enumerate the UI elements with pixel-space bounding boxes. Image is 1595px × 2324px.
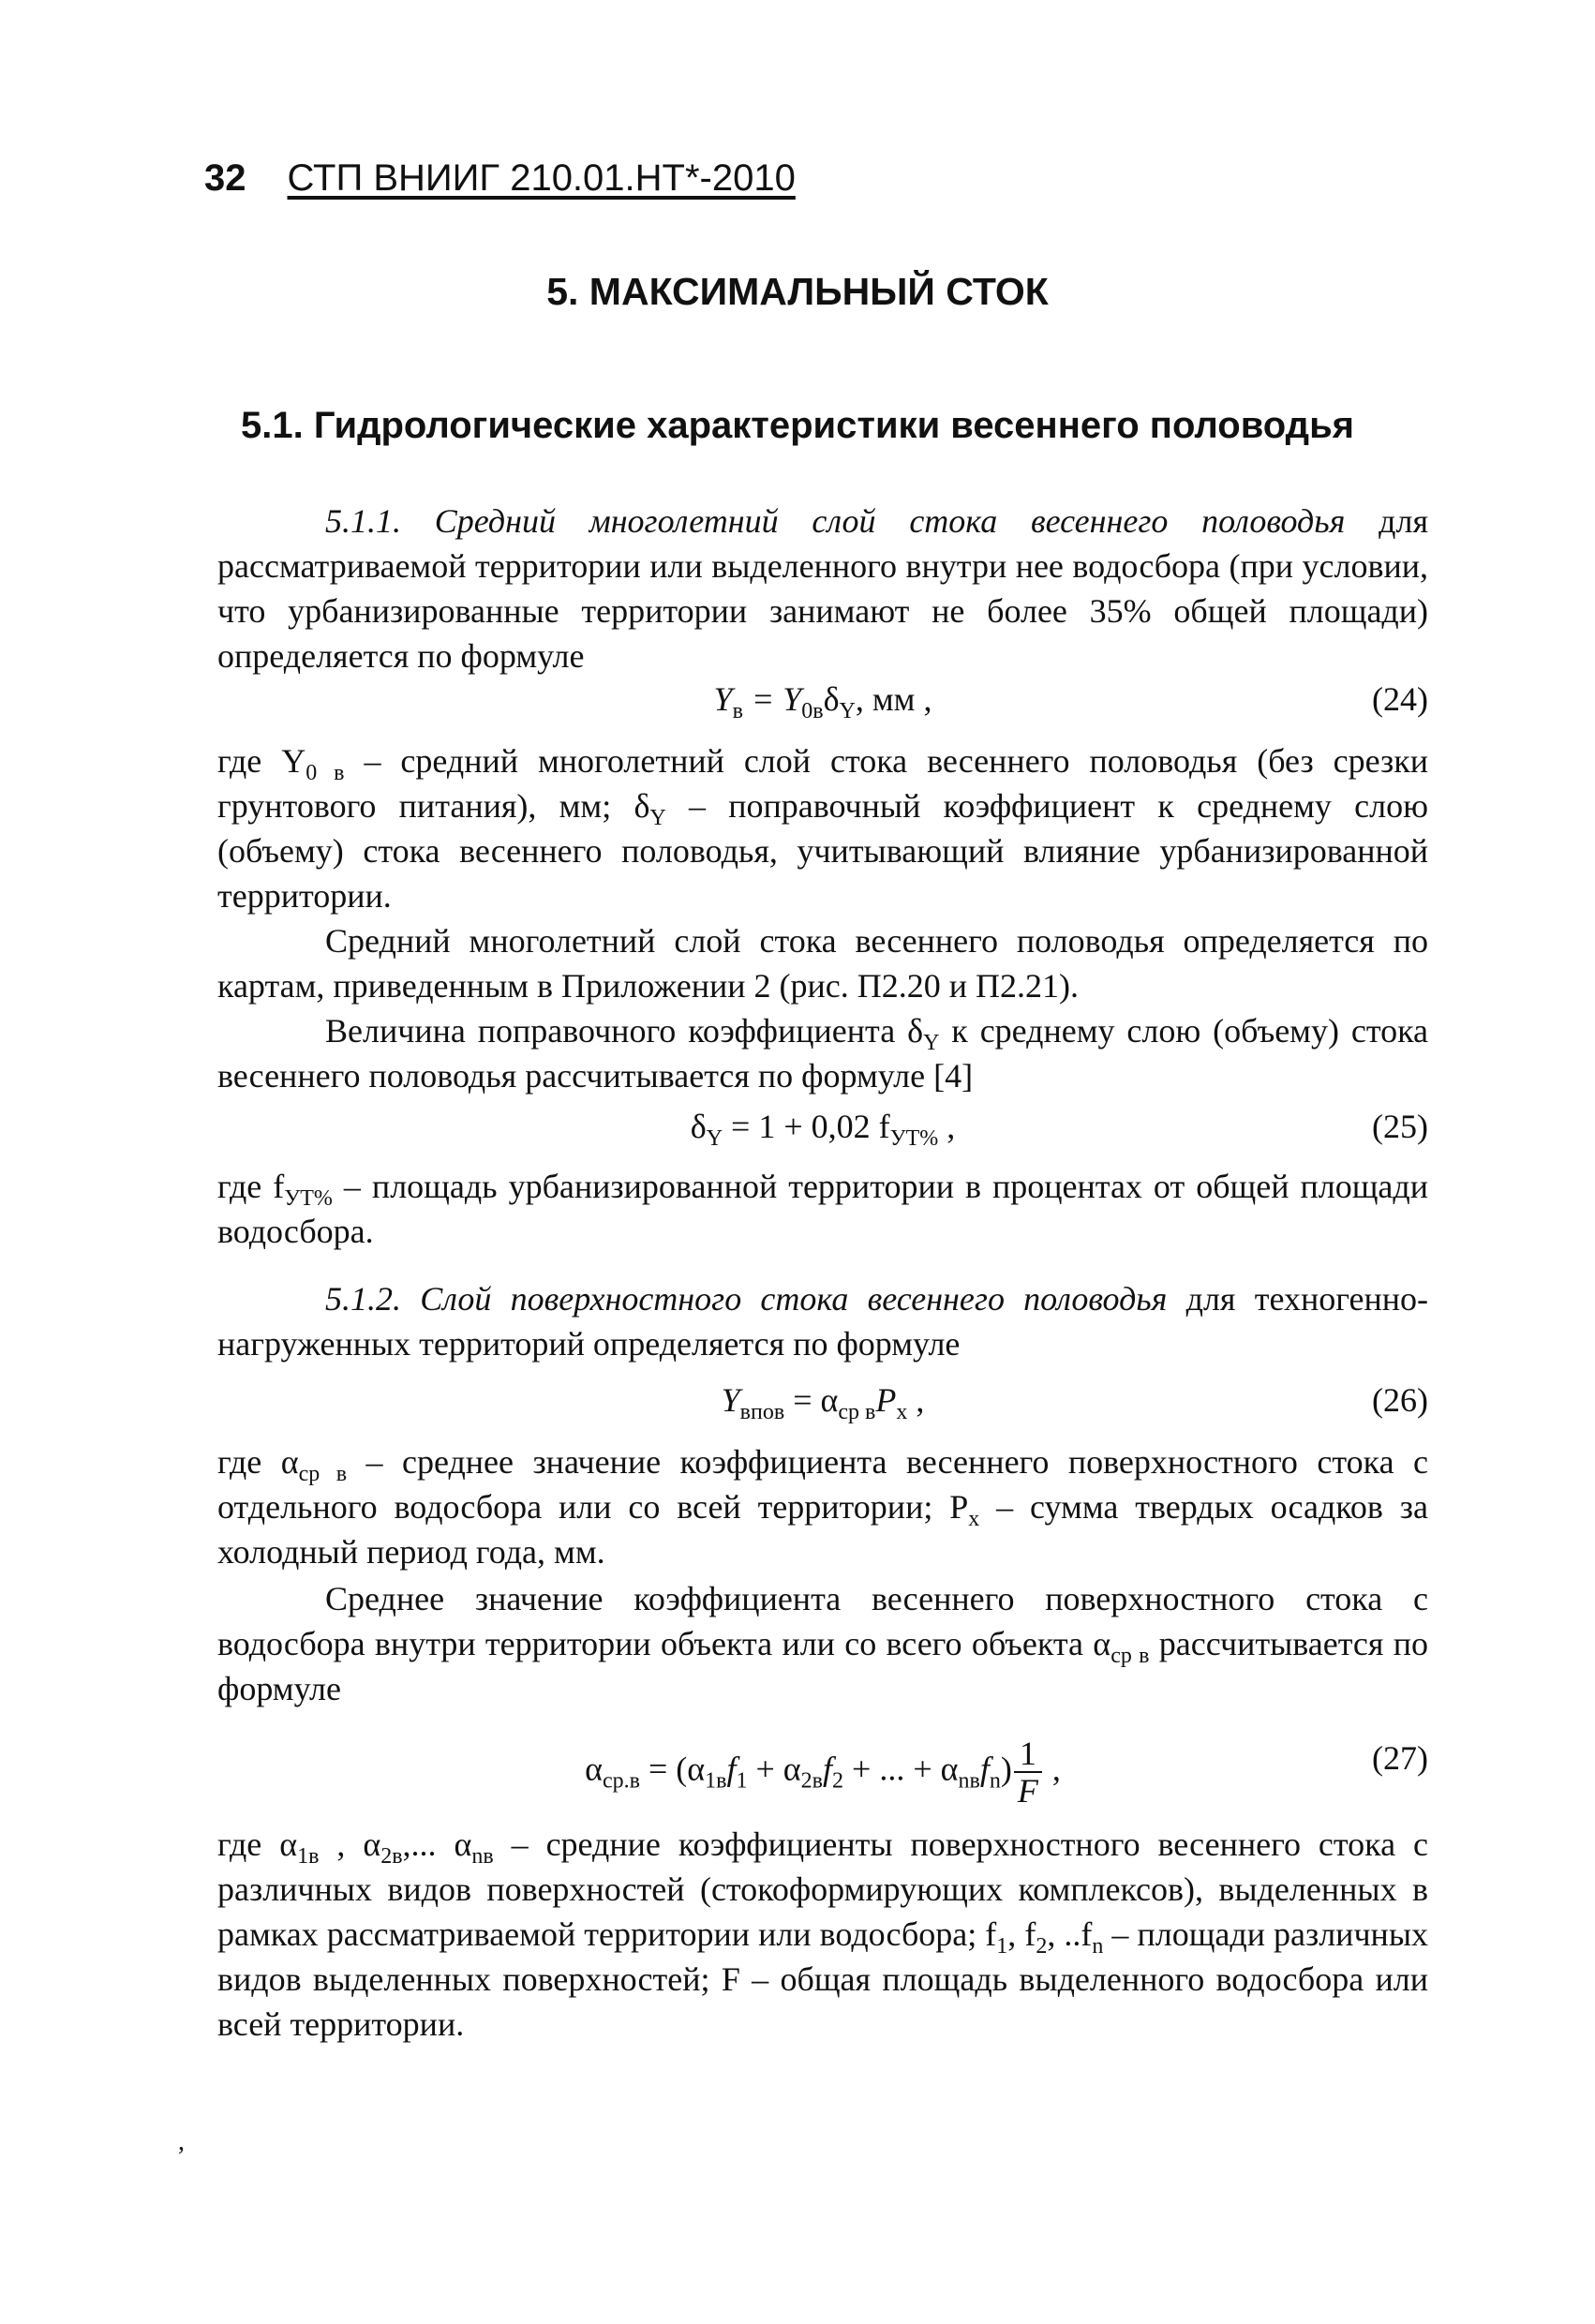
formula-26 (217, 1378, 1428, 1423)
paragraph-average-coefficient: Среднее значение коэффициента весеннего поверхностного стока с водосбора внутри территории объекта или со всего объекта $\alpha_{ср в}$ рассчитывается по формуле (217, 1580, 1429, 1707)
formula-27 (217, 1735, 1428, 1810)
formula-expression: $\delta_Y = 1 + 0,02$ $f_{УТ\%}$ , (690, 1108, 956, 1152)
paragraph-coefficient: Величина поправочного коэффициента $\delta_Y$ к среднему слою (объему) стока весеннего половодья рассчитывается по формуле [4] (217, 1012, 1429, 1095)
paragraph-5-1-2 (217, 1276, 1428, 1366)
paragraph-text: для рассматриваемой территории или выделенного внутри нее водосбора (при условии, что урбанизированные территории занимают не более 35% общей площади) определяется по формуле (217, 502, 1429, 675)
section-title: 5. МАКСИМАЛЬНЫЙ СТОК (546, 270, 1049, 313)
equation-number: (25) (1372, 1108, 1428, 1145)
equation-number: (24) (1372, 680, 1428, 718)
paragraph-text: для техногенно-нагруженных территорий определяется по формуле (217, 1280, 1429, 1363)
equation-number: (27) (1372, 1739, 1428, 1777)
page-header (204, 157, 796, 200)
paragraph-maps: Средний многолетний слой стока весеннего половодья определяется по картам, приведенным в Приложении 2 (рис. П2.20 и П2.21). (217, 922, 1428, 1005)
formula-expression: $Y_{впов} = \alpha_{ср в}P_х$ , (721, 1381, 925, 1425)
margin-mark: , (178, 2127, 185, 2156)
paragraph-definitions-25: где $f_{УТ\%}$ – площадь урбанизированной территории в процентах от общей площади водосбора. (217, 1168, 1428, 1250)
subsection-title: 5.1. Гидрологические характеристики весеннего половодья (240, 405, 1354, 446)
paragraph-definitions-24: где $Y_{0 в}$ – средний многолетний слой стока весеннего половодья (без срезки грунтового питания), мм; $\delta_Y$ – поправочный коэффициент к среднему слою (объему) стока весеннего половодья, учитывающий влияние урбанизированной территории. (217, 742, 1429, 915)
page-number: 32 (204, 157, 246, 199)
formula-25 (217, 1104, 1428, 1152)
equation-number: (26) (1372, 1381, 1428, 1419)
fraction: $\frac{1}{F}$ (1014, 1736, 1042, 1809)
paragraph-definitions-27: где $\alpha_{1в}$ , $\alpha_{2в}$,... $\alpha_{nв}$ – средние коэффициенты поверхностного весеннего стока с различных видов поверхностей (стокоформирующих комплексов), выделенных в рамках рассматриваемой территории или водосбора; $f_1$, $f_2$, $..f_n$ – площади различных видов выделенных поверхностей; F – общая площадь выделенного водосбора или всей территории. (217, 1825, 1429, 2043)
document-code: СТП ВНИИГ 210.01.НТ*-2010 (287, 157, 796, 199)
clause-term: Слой поверхностного стока весеннего половодья (420, 1280, 1168, 1318)
formula-24 (217, 677, 1428, 722)
clause-term: Средний многолетний слой стока весеннего половодья (434, 502, 1346, 540)
formula-expression: $Y_в = Y_{0в}\delta_Y$, мм , (713, 680, 932, 724)
paragraph-5-1-1 (217, 499, 1428, 678)
clause-number: 5.1.2. (325, 1280, 401, 1318)
clause-number: 5.1.1. (325, 502, 401, 540)
paragraph-definitions-26: где $\alpha_{ср в}$ – среднее значение коэффициента весеннего поверхностного стока с отдельного водосбора или со всей территории; $P_х$ – сумма твердых осадков за холодный период года, мм. (217, 1443, 1429, 1571)
formula-expression: $\alpha_{ср.в} = (\alpha_{1в}f_1 + \alpha_{2в}f_2$ + ... + $\alpha_{nв}f_n$) $\frac{1}{F}$ , (585, 1735, 1061, 1810)
